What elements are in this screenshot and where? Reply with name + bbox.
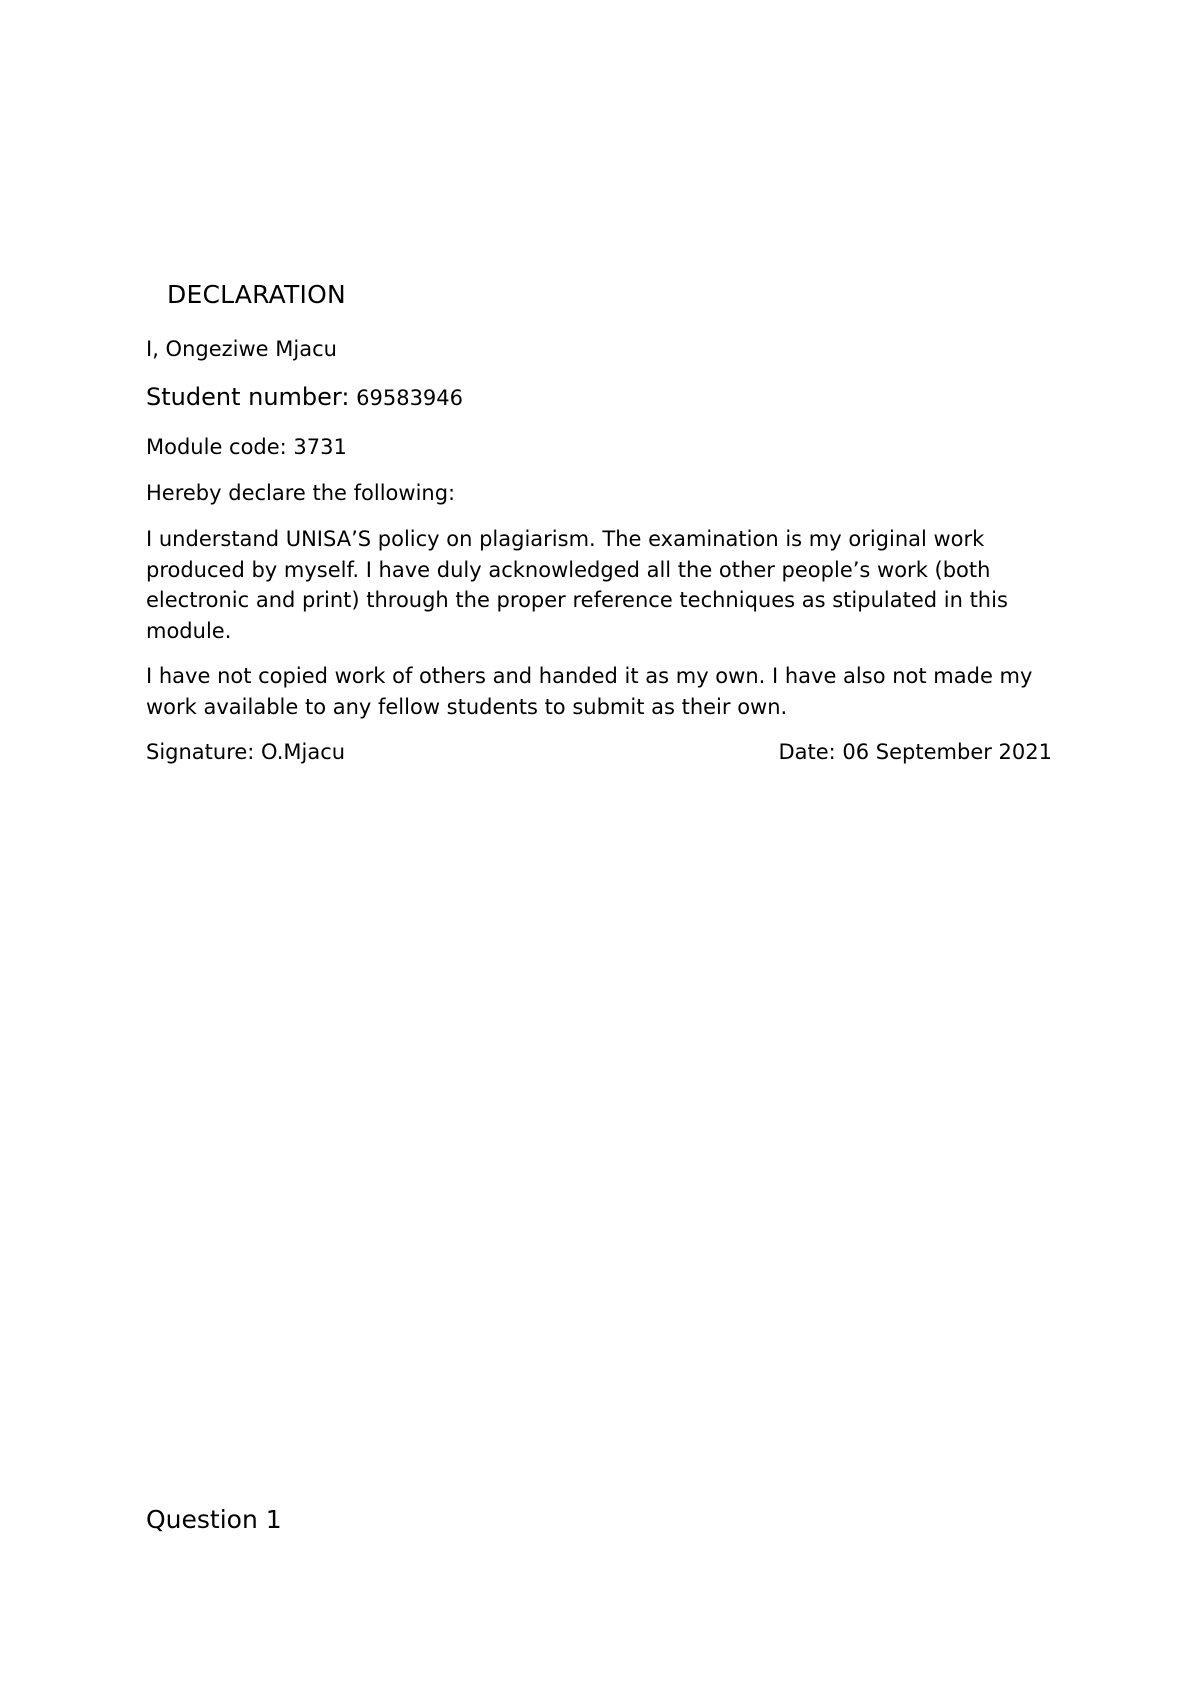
student-number-label: Student number: xyxy=(146,383,350,411)
student-number-value: 69583946 xyxy=(356,386,464,410)
module-code-line: Module code: 3731 xyxy=(146,435,347,459)
date: Date: 06 September 2021 xyxy=(778,740,1052,764)
declaration-title: DECLARATION xyxy=(167,280,346,309)
student-number-line xyxy=(146,382,463,413)
name-line: I, Ongeziwe Mjacu xyxy=(146,337,337,361)
signature-row xyxy=(146,737,1052,767)
signature: Signature: O.Mjacu xyxy=(146,740,346,764)
copying-paragraph: I have not copied work of others and handed it as my own. I have also not made my work available to any fellow students to submit as their own. xyxy=(146,664,1033,719)
plagiarism-paragraph: I understand UNISA’S policy on plagiarism. The examination is my original work produced by myself. I have duly acknowledged all the other people’s work (both electronic and print) through the proper reference techniques as stipulated in this module. xyxy=(146,527,1008,643)
question-heading: Question 1 xyxy=(146,1505,282,1534)
intro-line: Hereby declare the following: xyxy=(146,481,456,505)
